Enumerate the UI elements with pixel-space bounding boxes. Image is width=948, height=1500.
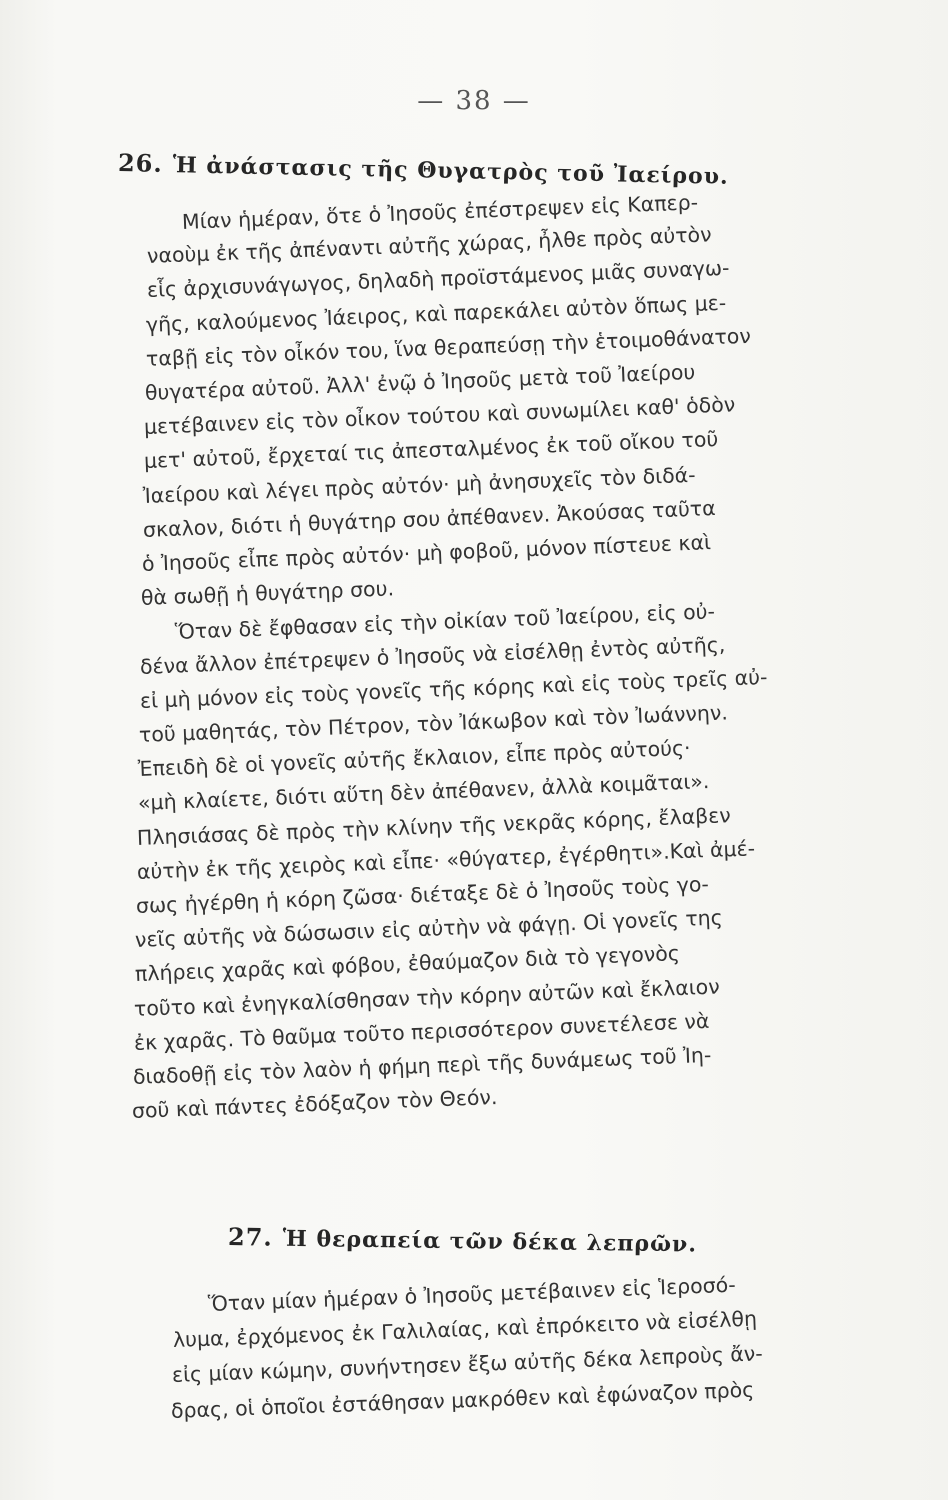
section-title: Ἡ ἀνάστασις τῆς Θυγατρὸς τοῦ Ἰαείρου. [172,152,729,190]
text-line: αὐτὴν ἐκ τῆς χειρὸς καὶ εἶπε· «θύγατερ, ἐγέρθητι».Καὶ ἀμέ- [136,836,756,884]
text-line: θυγατέρα αὐτοῦ. Ἀλλ' ἐνῷ ὁ Ἰησοῦς μετὰ τοῦ Ἰαείρου [144,359,696,405]
section-number: 26. [117,148,164,178]
section-title: Ἡ θεραπεία τῶν δέκα λεπρῶν. [282,1225,698,1258]
text-line: μετέβαινεν εἰς τὸν οἶκον τούτου καὶ συνωμίλει καθ' ὁδὸν [143,392,737,440]
text-line: δρας, οἱ ὁποῖοι ἐστάθησαν μακρόθεν καὶ ἐφώναζον πρὸς [170,1377,755,1423]
text-line: γῆς, καλούμενος Ἰάειρος, καὶ παρεκάλει αὐτὸν ὅπως με- [145,290,727,337]
page-number: — 38 — [417,86,531,116]
text-line: Μίαν ἡμέραν, ὅτε ὁ Ἰησοῦς ἐπέστρεψεν εἰς Καπερ- [181,190,699,234]
section-heading-26 [118,148,878,193]
section-27-body [108,1272,908,1454]
section-heading-27 [228,1222,948,1262]
text-line: Ὅταν μίαν ἡμέραν ὁ Ἰησοῦς μετέβαινεν εἰς Ἱεροσό- [207,1272,737,1316]
text-line: νεῖς αὐτῆς νὰ δώσωσιν εἰς αὐτὴν νὰ φάγῃ. Οἱ γονεῖς της [134,905,724,953]
text-line: ἐκ χαρᾶς. Τὸ θαῦμα τοῦτο περισσότερον συνετέλεσε νὰ [133,1008,710,1055]
text-line: εἰς μίαν κώμην, συνήντησεν ἔξω αὐτῆς δέκα λεπροὺς ἄν- [171,1341,764,1387]
text-line: Ἰαείρου καὶ λέγει πρὸς αὐτόν· μὴ ἀνησυχεῖς τὸν διδά- [142,462,697,508]
text-line: μετ' αὐτοῦ, ἔρχεταί τις ἀπεσταλμένος ἐκ τοῦ οἴκου τοῦ [143,427,719,474]
text-line: τοῦτο καὶ ἐνηγκαλίσθησαν τὴν κόρην αὐτῶν καὶ ἔκλαιον [133,974,721,1021]
text-line: «μὴ κλαίετε, διότι αὕτη δὲν ἀπέθανεν, ἀλλὰ κοιμᾶται». [137,769,710,816]
text-line: εἰ μὴ μόνον εἰς τοὺς γονεῖς τῆς κόρης καὶ εἰς τοὺς τρεῖς αὐ- [139,664,768,713]
text-line: δένα ἄλλον ἐπέτρεψεν ὁ Ἰησοῦς νὰ εἰσέλθῃ ἐντὸς αὐτῆς, [139,632,726,679]
text-line: εἷς ἀρχισυνάγωγος, δηλαδὴ προϊστάμενος μιᾶς συναγω- [146,256,730,303]
text-line: διαδοθῇ εἰς τὸν λαὸν ἡ φήμη περὶ τῆς δυνάμεως τοῦ Ἰη- [132,1042,712,1089]
text-line: σως ἠγέρθη ἡ κόρη ζῶσα· διέταξε δὲ ὁ Ἰησοῦς τοὺς γο- [135,872,710,918]
section-26-body [108,190,908,1153]
text-line: θὰ σωθῇ ἡ θυγάτηρ σου. [140,576,395,611]
text-line: Πλησιάσας δὲ πρὸς τὴν κλίνην τῆς νεκρᾶς κόρης, ἔλαβεν [136,802,732,850]
text-line: σοῦ καὶ πάντες ἐδόξαζον τὸν Θεόν. [131,1085,499,1124]
text-line: λυμα, ἐρχόμενος ἐκ Γαλιλαίας, καὶ ἐπρόκειτο νὰ εἰσέλθῃ [172,1306,758,1352]
text-line: Ἐπειδὴ δὲ οἱ γονεῖς αὐτῆς ἔκλαιον, εἶπε πρὸς αὐτούς· [137,735,692,782]
text-line: πλήρεις χαρᾶς καὶ φόβου, ἐθαύμαζον διὰ τὸ γεγονὸς [134,941,681,987]
text-line: σκαλον, διότι ἡ θυγάτηρ σου ἀπέθανεν. Ἀκούσας ταῦτα [142,495,716,542]
text-line: ταβῇ εἰς τὸν οἶκόν του, ἵνα θεραπεύσῃ τὴν ἑτοιμοθάνατον [145,323,751,371]
text-line: ὁ Ἰησοῦς εἶπε πρὸς αὐτόν· μὴ φοβοῦ, μόνον πίστευε καὶ [141,530,712,576]
text-line: τοῦ μαθητάς, τὸν Πέτρον, τὸν Ἰάκωβον καὶ τὸν Ἰωάννην. [138,700,729,747]
section-number: 27. [227,1222,273,1252]
text-line: ναοὺμ ἐκ τῆς ἀπέναντι αὐτῆς χώρας, ἦλθε πρὸς αὐτὸν [146,222,713,269]
text-line: Ὅταν δὲ ἔφθασαν εἰς τὴν οἰκίαν τοῦ Ἰαείρου, εἰς οὐ- [174,599,716,645]
